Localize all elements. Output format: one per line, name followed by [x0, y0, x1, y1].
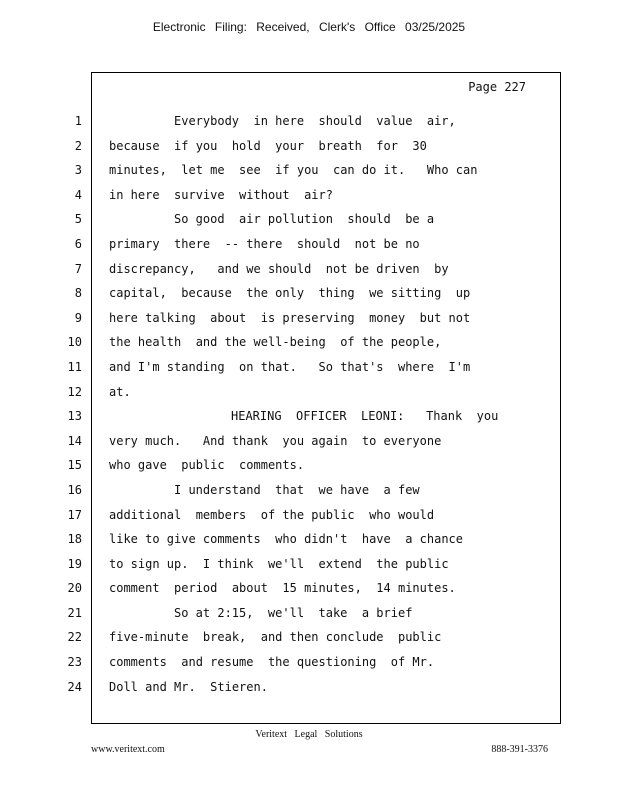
transcript-line	[0, 478, 618, 503]
line-text: here talking about is preserving money but not	[109, 310, 471, 325]
line-text: to sign up. I think we'll extend the public	[109, 556, 449, 571]
filing-stamp-header: Electronic Filing: Received, Clerk's Office 03/25/2025	[152, 20, 466, 34]
line-number: 3	[74, 163, 82, 178]
line-number: 1	[74, 114, 82, 128]
line-number: 12	[67, 384, 82, 399]
line-number: 10	[67, 335, 82, 350]
line-text: and I'm standing on that. So that's where I'm	[109, 359, 471, 374]
transcript-line	[0, 576, 618, 601]
line-number: 11	[67, 359, 82, 374]
transcript-line	[0, 404, 618, 429]
transcript-line	[0, 183, 618, 208]
transcript-line	[0, 257, 618, 282]
line-text: like to give comments who didn't have a chance	[109, 532, 464, 547]
line-text: Doll and Mr. Stieren.	[109, 679, 268, 694]
transcript-line	[0, 601, 618, 626]
transcript-line	[0, 134, 618, 159]
line-number: 17	[67, 507, 82, 522]
line-number: 20	[67, 581, 82, 596]
footer-website: www.veritext.com	[91, 744, 165, 755]
line-number: 8	[74, 286, 82, 301]
footer-company-name: Veritext Legal Solutions	[255, 729, 363, 740]
line-number: 7	[74, 261, 82, 276]
line-number: 14	[67, 433, 82, 448]
transcript-line	[0, 675, 618, 700]
transcript-line	[0, 552, 618, 577]
transcript-line	[0, 453, 618, 478]
line-number: 6	[74, 236, 82, 251]
transcript-line	[0, 527, 618, 552]
transcript-line	[0, 650, 618, 675]
line-text: additional members of the public who would	[109, 507, 435, 522]
line-text: So good air pollution should be a	[174, 212, 435, 227]
line-text: in here survive without air?	[109, 187, 333, 202]
line-text: Everybody in here should value air,	[174, 114, 456, 128]
line-number: 21	[67, 605, 82, 620]
line-number: 22	[67, 630, 82, 645]
footer-phone-number: 888-391-3376	[491, 744, 548, 755]
line-number: 2	[74, 138, 82, 153]
transcript-body	[0, 109, 618, 699]
line-text: comment period about 15 minutes, 14 minutes.	[109, 581, 456, 596]
line-number: 5	[74, 212, 82, 227]
transcript-line	[0, 503, 618, 528]
line-number: 4	[74, 187, 82, 202]
line-number: 18	[67, 532, 82, 547]
line-number: 24	[67, 679, 82, 694]
transcript-line	[0, 306, 618, 331]
line-text: who gave public comments.	[109, 458, 305, 473]
line-text: HEARING OFFICER LEONI: Thank you	[231, 409, 499, 424]
transcript-line	[0, 281, 618, 306]
transcript-line	[0, 109, 618, 134]
line-number: 23	[67, 655, 82, 670]
line-text: the health and the well-being of the people,	[109, 335, 442, 350]
line-text: five-minute break, and then conclude public	[109, 630, 442, 645]
transcript-line	[0, 625, 618, 650]
line-number: 15	[67, 458, 82, 473]
line-text: at.	[109, 384, 131, 399]
line-text: capital, because the only thing we sitting up	[109, 286, 471, 301]
line-text: discrepancy, and we should not be driven by	[109, 261, 449, 276]
line-text: So at 2:15, we'll take a brief	[174, 605, 413, 620]
page-number: Page 227	[468, 80, 526, 94]
line-text: I understand that we have a few	[174, 482, 420, 497]
transcript-line	[0, 355, 618, 380]
transcript-line	[0, 207, 618, 232]
line-text: minutes, let me see if you can do it. Who can	[109, 163, 478, 178]
line-number: 9	[74, 310, 82, 325]
line-number: 16	[67, 482, 82, 497]
transcript-line	[0, 429, 618, 454]
line-number: 19	[67, 556, 82, 571]
line-number: 13	[67, 409, 82, 424]
transcript-line	[0, 330, 618, 355]
line-text: because if you hold your breath for 30	[109, 138, 427, 153]
transcript-line	[0, 232, 618, 257]
line-text: very much. And thank you again to everyone	[109, 433, 442, 448]
line-text: comments and resume the questioning of Mr.	[109, 655, 435, 670]
line-text: primary there -- there should not be no	[109, 236, 420, 251]
transcript-line	[0, 380, 618, 405]
transcript-line	[0, 158, 618, 183]
